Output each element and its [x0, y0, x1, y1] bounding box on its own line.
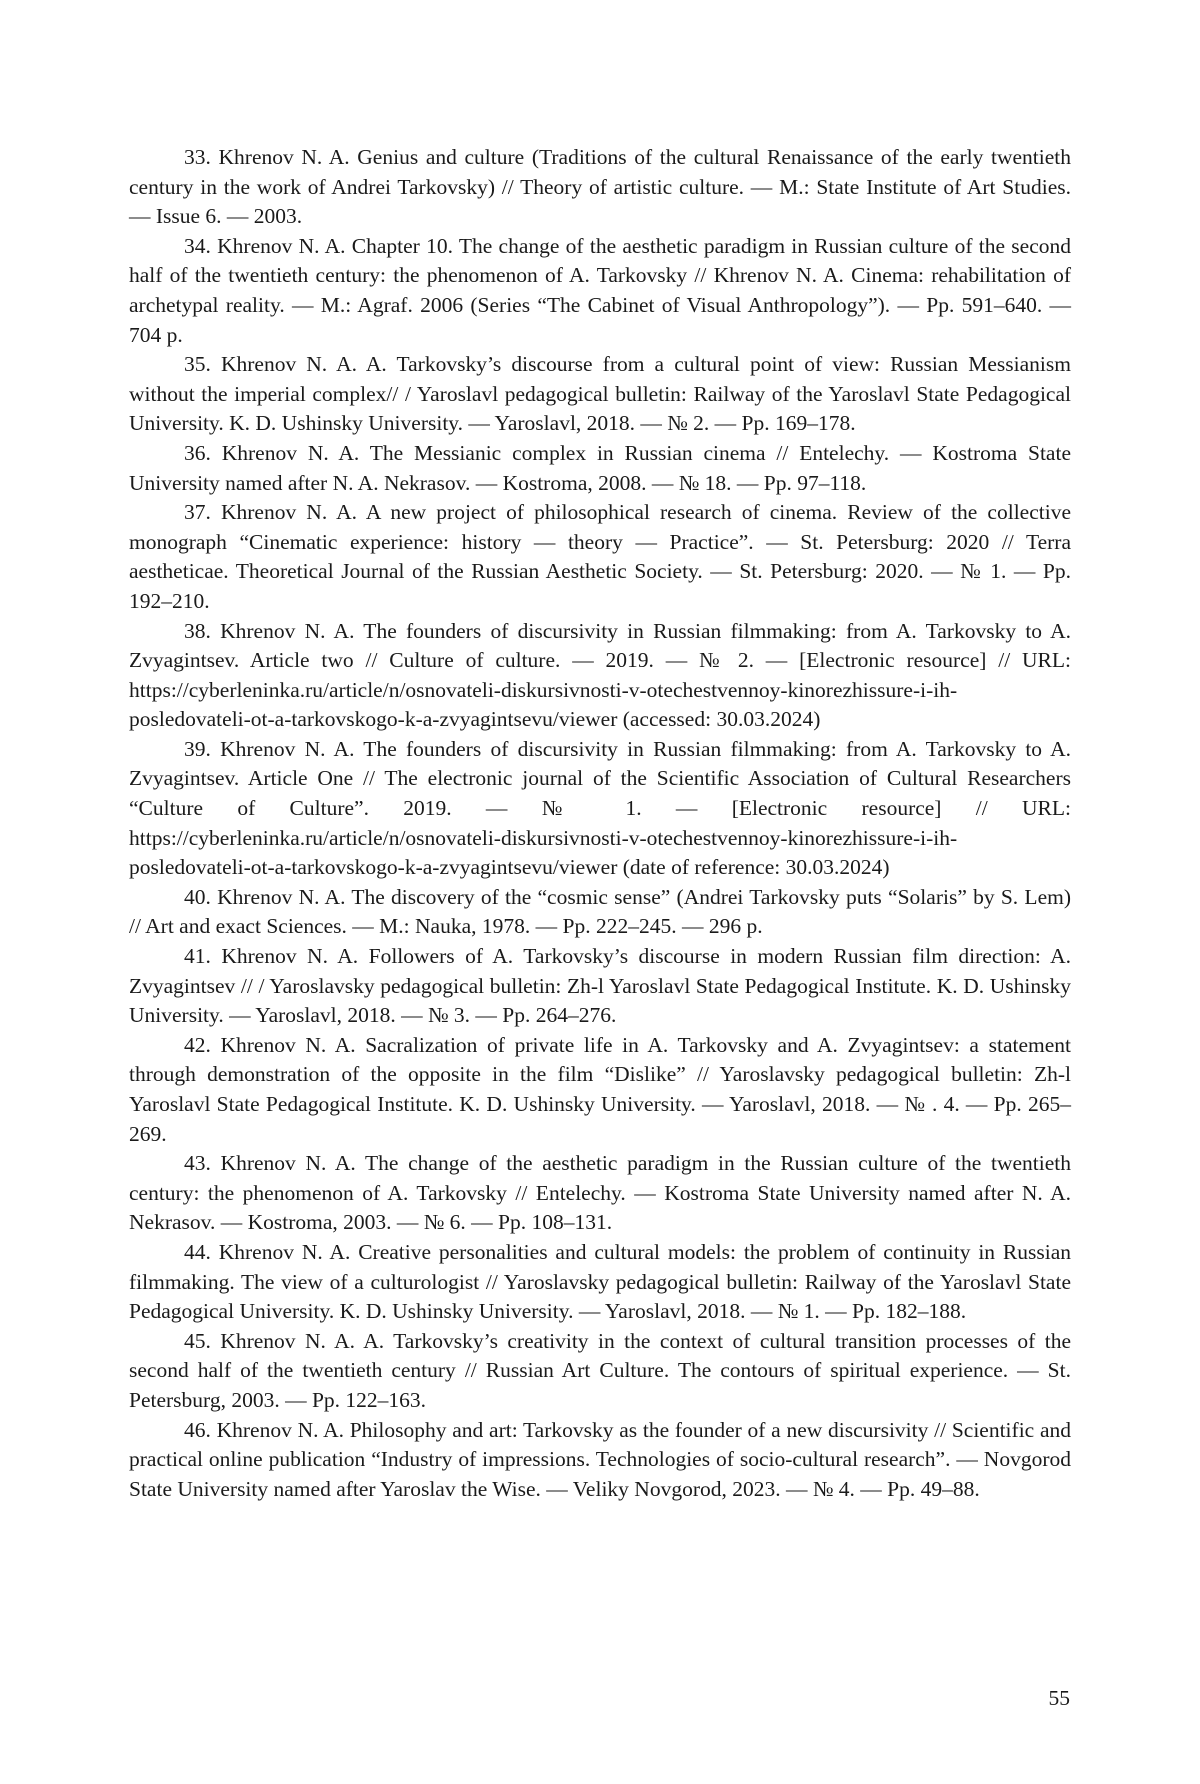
reference-item-34: 34. Khrenov N. A. Chapter 10. The change of the aesthetic paradigm in Russian culture of the second half of the twentieth century: the phenomenon of A. Tarkovsky // Khrenov N. A. Cinema: rehabilitation of archetypal reality. — M.: Agraf. 2006 (Series “The Cabinet of Visual Anthropology”). — Pp. 591–640. — 704 p. — [129, 232, 1071, 350]
reference-item-41: 41. Khrenov N. A. Followers of A. Tarkovsky’s discourse in modern Russian film direction: A. Zvyagintsev // / Yaroslavsky pedagogical bulletin: Zh-l Yaroslavl State Pedagogical Institute. K. D. Ushinsky University. — Yaroslavl, 2018. — № 3. — Pp. 264–276. — [129, 942, 1071, 1031]
document-page — [0, 0, 1200, 1784]
reference-item-44: 44. Khrenov N. A. Creative personalities and cultural models: the problem of continuity in Russian filmmaking. The view of a culturologist // Yaroslavsky pedagogical bulletin: Railway of the Yaroslavl State Pedagogical University. K. D. Ushinsky University. — Yaroslavl, 2018. — № 1. — Pp. 182–188. — [129, 1238, 1071, 1327]
reference-item-35: 35. Khrenov N. A. A. Tarkovsky’s discourse from a cultural point of view: Russian Messianism without the imperial complex// / Yaroslavl pedagogical bulletin: Railway of the Yaroslavl State Pedagogical University. K. D. Ushinsky University. — Yaroslavl, 2018. — № 2. — Pp. 169–178. — [129, 350, 1071, 439]
reference-item-36: 36. Khrenov N. A. The Messianic complex in Russian cinema // Entelechy. — Kostroma State University named after N. A. Nekrasov. — Kostroma, 2008. — № 18. — Pp. 97–118. — [129, 439, 1071, 498]
reference-item-42: 42. Khrenov N. A. Sacralization of private life in A. Tarkovsky and A. Zvyagintsev: a statement through demonstration of the opposite in the film “Dislike” // Yaroslavsky pedagogical bulletin: Zh-l Yaroslavl State Pedagogical Institute. K. D. Ushinsky University. — Yaroslavl, 2018. — № . 4. — Pp. 265–269. — [129, 1031, 1071, 1149]
reference-item-45: 45. Khrenov N. A. A. Tarkovsky’s creativity in the context of cultural transition processes of the second half of the twentieth century // Russian Art Culture. The contours of spiritual experience. — St. Petersburg, 2003. — Pp. 122–163. — [129, 1327, 1071, 1416]
reference-item-40: 40. Khrenov N. A. The discovery of the “cosmic sense” (Andrei Tarkovsky puts “Solaris” by S. Lem) // Art and exact Sciences. — M.: Nauka, 1978. — Pp. 222–245. — 296 p. — [129, 883, 1071, 942]
reference-item-38: 38. Khrenov N. A. The founders of discursivity in Russian filmmaking: from A. Tarkovsky to A. Zvyagintsev. Article two // Culture of culture. — 2019. — № 2. — [Electronic resource] // URL: https://cyberleninka.ru/article/n/osnovateli-diskursivnosti-v-otechestvennoy-kinorezhissure-i-ih-posledovateli-ot-a-tarkovskogo-k-a-zvyagintsevu/viewer (accessed: 30.03.2024) — [129, 617, 1071, 735]
page-number: 55 — [1020, 1684, 1070, 1712]
reference-item-37: 37. Khrenov N. A. A new project of philosophical research of cinema. Review of the collective monograph “Cinematic experience: history — theory — Practice”. — St. Petersburg: 2020 // Terra aestheticae. Theoretical Journal of the Russian Aesthetic Society. — St. Petersburg: 2020. — № 1. — Pp. 192–210. — [129, 498, 1071, 616]
reference-item-43: 43. Khrenov N. A. The change of the aesthetic paradigm in the Russian culture of the twentieth century: the phenomenon of A. Tarkovsky // Entelechy. — Kostroma State University named after N. A. Nekrasov. — Kostroma, 2003. — № 6. — Pp. 108–131. — [129, 1149, 1071, 1238]
reference-item-39: 39. Khrenov N. A. The founders of discursivity in Russian filmmaking: from A. Tarkovsky to A. Zvyagintsev. Article One // The electronic journal of the Scientific Association of Cultural Researchers “Culture of Culture”. 2019. — № 1. — [Electronic resource] // URL: https://cyberleninka.ru/article/n/osnovateli-diskursivnosti-v-otechestvennoy-kinorezhissure-i-ih-posledovateli-ot-a-tarkovskogo-k-a-zvyagintsevu/viewer (date of reference: 30.03.2024) — [129, 735, 1071, 883]
reference-item-33: 33. Khrenov N. A. Genius and culture (Traditions of the cultural Renaissance of the early twentieth century in the work of Andrei Tarkovsky) // Theory of artistic culture. — M.: State Institute of Art Studies. — Issue 6. — 2003. — [129, 143, 1071, 232]
reference-item-46: 46. Khrenov N. A. Philosophy and art: Tarkovsky as the founder of a new discursivity // Scientific and practical online publication “Industry of impressions. Technologies of socio-cultural research”. — Novgorod State University named after Yaroslav the Wise. — Veliky Novgorod, 2023. — № 4. — Pp. 49–88. — [129, 1416, 1071, 1505]
reference-list — [129, 143, 1071, 1504]
